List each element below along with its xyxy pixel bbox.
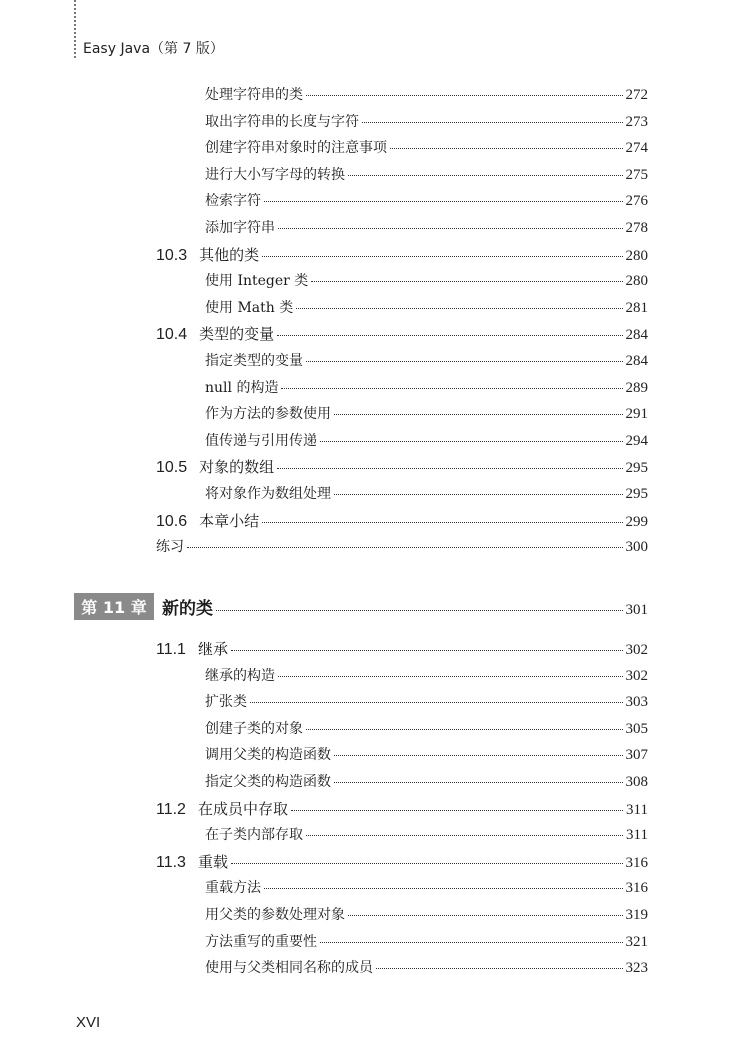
toc-entry[interactable] xyxy=(205,403,648,427)
toc-section-entry[interactable] xyxy=(156,798,648,822)
toc-entry[interactable] xyxy=(205,350,648,374)
entry-title: 作为方法的参数使用 xyxy=(205,406,331,423)
toc-section-entry[interactable] xyxy=(156,323,648,347)
entry-title: 在成员中存取 xyxy=(197,799,288,818)
toc-entry[interactable] xyxy=(205,430,648,454)
toc-entry[interactable] xyxy=(205,270,648,294)
entry-title: 用父类的参数处理对象 xyxy=(205,907,345,923)
entry-title: 练习 xyxy=(156,539,184,556)
chapter-entry[interactable] xyxy=(162,594,648,624)
entry-page: 316 xyxy=(625,854,648,871)
entry-title: 调用父类的构造函数 xyxy=(205,747,331,764)
dot-leader xyxy=(291,810,623,811)
dot-leader xyxy=(334,494,623,495)
entry-page: 289 xyxy=(625,379,648,396)
dot-leader xyxy=(296,308,622,309)
entry-title: 指定类型的变量 xyxy=(205,353,303,369)
entry-title: 创建子类的对象 xyxy=(205,720,303,737)
entry-page: 284 xyxy=(625,327,648,344)
section-number: 10.5 xyxy=(156,459,188,477)
entry-title: 对象的数组 xyxy=(199,458,275,477)
section-number: 11.2 xyxy=(156,800,186,818)
toc-entry[interactable] xyxy=(205,771,648,795)
page-number: XVI xyxy=(76,1014,101,1031)
dot-leader xyxy=(348,175,623,176)
entry-page: 319 xyxy=(625,907,648,923)
running-header: Easy Java（第 7 版） xyxy=(83,41,224,57)
chapter-label: 第 11 章 xyxy=(74,593,154,620)
section-number: 11.3 xyxy=(156,853,186,871)
entry-title: 检索字符 xyxy=(205,193,261,210)
dot-leader xyxy=(281,388,622,389)
dot-leader xyxy=(264,201,623,202)
dot-leader xyxy=(362,122,623,123)
entry-title: 取出字符串的长度与字符 xyxy=(205,113,359,130)
dot-leader xyxy=(390,148,623,149)
entry-page: 307 xyxy=(625,747,648,764)
toc-entry[interactable] xyxy=(205,111,648,135)
toc-entry[interactable] xyxy=(205,377,648,401)
toc-section-entry[interactable] xyxy=(156,638,648,662)
dot-leader xyxy=(334,755,623,756)
entry-page: 295 xyxy=(625,486,648,502)
toc-entry[interactable] xyxy=(205,957,648,981)
toc-entry[interactable] xyxy=(205,691,648,715)
entry-title: 处理字符串的类 xyxy=(205,87,303,103)
dot-leader xyxy=(262,256,622,257)
header-dotted-rule xyxy=(74,0,76,58)
dot-leader xyxy=(264,888,623,889)
entry-title: 方法重写的重要性 xyxy=(205,933,317,950)
entry-page: 280 xyxy=(625,273,648,290)
entry-title: 重载 xyxy=(197,852,228,871)
toc-entry[interactable] xyxy=(205,718,648,742)
entry-page: 294 xyxy=(625,432,648,449)
entry-page: 305 xyxy=(625,720,648,737)
toc-section-entry[interactable] xyxy=(156,456,648,480)
entry-page: 302 xyxy=(625,642,648,658)
entry-title: 指定父类的构造函数 xyxy=(205,774,331,790)
section-number: 10.6 xyxy=(156,512,188,530)
toc-entry[interactable] xyxy=(205,217,648,241)
entry-title: null 的构造 xyxy=(205,379,279,396)
toc-entry[interactable] xyxy=(205,164,648,188)
entry-title: 添加字符串 xyxy=(205,220,275,236)
entry-page: 295 xyxy=(625,460,648,477)
entry-title: 继承 xyxy=(197,640,228,658)
toc-entry[interactable] xyxy=(205,297,648,321)
entry-title: 扩张类 xyxy=(205,694,247,711)
dot-leader xyxy=(311,281,622,282)
entry-title: 继承的构造 xyxy=(205,667,275,684)
entry-page: 274 xyxy=(625,140,648,157)
dot-leader xyxy=(348,915,623,916)
entry-title: 在子类内部存取 xyxy=(205,827,303,844)
entry-title: 进行大小写字母的转换 xyxy=(205,166,345,183)
section-number: 10.4 xyxy=(156,326,188,344)
dot-leader xyxy=(278,676,623,677)
entry-page: 300 xyxy=(625,539,648,556)
entry-title: 使用 Math 类 xyxy=(205,299,294,316)
entry-page: 273 xyxy=(625,113,648,130)
dot-leader xyxy=(262,522,622,523)
entry-page: 299 xyxy=(625,513,648,530)
entry-page: 316 xyxy=(625,880,648,897)
dot-leader xyxy=(187,547,623,548)
entry-page: 272 xyxy=(625,87,648,103)
toc-section-entry[interactable] xyxy=(156,244,648,268)
toc-entry[interactable] xyxy=(156,536,648,560)
chapter-page: 301 xyxy=(625,602,648,618)
entry-page: 303 xyxy=(625,694,648,711)
entry-page: 276 xyxy=(625,193,648,210)
dot-leader xyxy=(320,942,623,943)
entry-page: 323 xyxy=(625,960,648,977)
toc-section-entry[interactable] xyxy=(156,510,648,534)
toc-entry[interactable] xyxy=(205,744,648,768)
entry-page: 278 xyxy=(625,220,648,236)
toc-entry[interactable] xyxy=(205,84,648,108)
dot-leader xyxy=(278,228,623,229)
toc-entry[interactable] xyxy=(205,483,648,507)
dot-leader xyxy=(277,335,622,336)
dot-leader xyxy=(306,95,623,96)
dot-leader xyxy=(231,650,623,651)
entry-page: 291 xyxy=(625,406,648,423)
toc-entry[interactable] xyxy=(205,665,648,689)
dot-leader xyxy=(334,782,623,783)
dot-leader xyxy=(306,835,623,836)
entry-page: 311 xyxy=(626,801,648,818)
dot-leader xyxy=(216,610,623,611)
entry-title: 使用 Integer 类 xyxy=(205,273,309,290)
dot-leader xyxy=(306,361,623,362)
entry-title: 值传递与引用传递 xyxy=(205,432,317,449)
entry-page: 275 xyxy=(625,166,648,183)
dot-leader xyxy=(306,729,623,730)
toc-entry[interactable] xyxy=(205,137,648,161)
dot-leader xyxy=(320,441,623,442)
entry-title: 其他的类 xyxy=(199,245,260,264)
entry-page: 281 xyxy=(625,299,648,316)
toc-entry[interactable] xyxy=(205,931,648,955)
toc-entry[interactable] xyxy=(205,190,648,214)
section-number: 10.3 xyxy=(156,246,188,264)
entry-page: 311 xyxy=(626,827,648,844)
toc-entry[interactable] xyxy=(205,904,648,928)
toc-section-entry[interactable] xyxy=(156,851,648,875)
dot-leader xyxy=(277,468,622,469)
dot-leader xyxy=(250,702,623,703)
toc-entry[interactable] xyxy=(205,877,648,901)
entry-page: 308 xyxy=(625,774,648,790)
dot-leader xyxy=(231,863,623,864)
entry-page: 280 xyxy=(625,247,648,264)
entry-page: 302 xyxy=(625,667,648,684)
dot-leader xyxy=(334,414,623,415)
entry-title: 本章小结 xyxy=(199,511,260,530)
entry-page: 284 xyxy=(625,353,648,369)
section-number: 11.1 xyxy=(156,641,186,658)
entry-title: 将对象作为数组处理 xyxy=(205,486,331,502)
dot-leader xyxy=(376,968,623,969)
chapter-title: 新的类 xyxy=(162,599,213,619)
entry-title: 类型的变量 xyxy=(199,325,275,344)
entry-title: 使用与父类相同名称的成员 xyxy=(205,960,373,977)
entry-title: 重载方法 xyxy=(205,880,261,897)
toc-entry[interactable] xyxy=(205,824,648,848)
entry-page: 321 xyxy=(625,933,648,950)
entry-title: 创建字符串对象时的注意事项 xyxy=(205,140,387,157)
